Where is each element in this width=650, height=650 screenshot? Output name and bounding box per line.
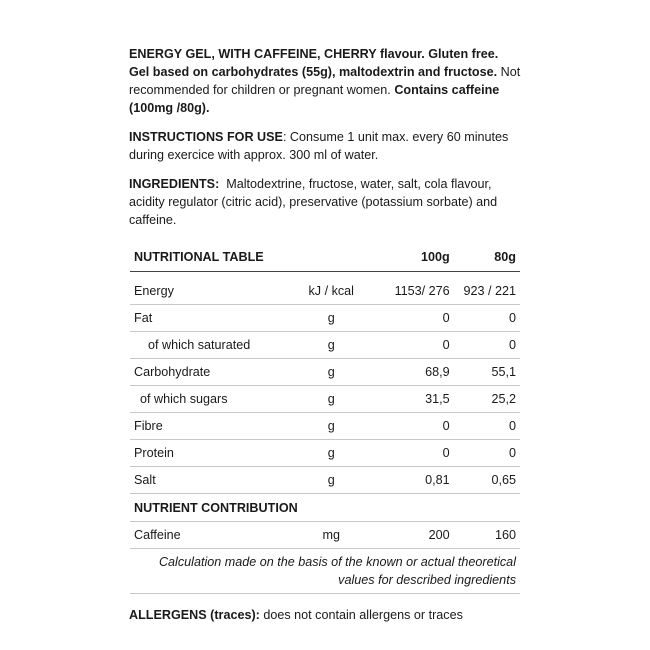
table-row: [130, 278, 520, 305]
nutrient-unit: g: [291, 332, 371, 359]
nutrient-unit: g: [291, 305, 371, 332]
value-100g: 31,5: [371, 386, 453, 413]
product-description: [129, 45, 521, 117]
nutrient-unit: g: [291, 413, 371, 440]
nutrient-unit: kJ / kcal: [291, 278, 371, 305]
nutrient-unit: mg: [291, 522, 371, 549]
table-row: [130, 305, 520, 332]
table-row: [130, 332, 520, 359]
nutrient-unit: g: [291, 359, 371, 386]
nutrient-contribution-header: [130, 494, 520, 522]
table-row: [130, 413, 520, 440]
value-80g: 0: [454, 332, 520, 359]
value-100g: 200: [371, 522, 453, 549]
nutrient-name: Fat: [130, 305, 291, 332]
value-80g: 0: [454, 413, 520, 440]
nutrient-name: Caffeine: [130, 522, 291, 549]
calculation-note: Calculation made on the basis of the known or actual theoretical values for described ingredients: [130, 549, 520, 594]
instructions-label: INSTRUCTIONS FOR USE: [129, 130, 283, 144]
nutrient-name: Salt: [130, 467, 291, 494]
value-80g: 0: [454, 305, 520, 332]
instructions: [129, 128, 521, 164]
column-header-80g: 80g: [454, 243, 520, 272]
nutrient-name: Fibre: [130, 413, 291, 440]
nutrient-unit: g: [291, 467, 371, 494]
value-100g: 0: [371, 440, 453, 467]
value-80g: 923 / 221: [454, 278, 520, 305]
table-row: [130, 467, 520, 494]
instructions-text: : Consume 1 unit max. every 60 minutes during exercice with approx. 300 ml of water.: [129, 130, 509, 162]
nutrient-unit: g: [291, 440, 371, 467]
product-warning: Not recommended for children or pregnant women.: [129, 65, 521, 97]
nutrient-name: of which sugars: [130, 386, 291, 413]
value-80g: 160: [454, 522, 520, 549]
nutrition-table-header: [130, 243, 520, 272]
column-header-100g: 100g: [371, 243, 453, 272]
nutrient-name: Energy: [130, 278, 291, 305]
nutrition-table-title: NUTRITIONAL TABLE: [130, 243, 371, 272]
table-row: [130, 522, 520, 549]
calculation-note-row: [130, 549, 520, 594]
product-info: [129, 45, 521, 635]
value-80g: 25,2: [454, 386, 520, 413]
nutrient-name: Protein: [130, 440, 291, 467]
allergens: [129, 606, 521, 624]
allergens-label: ALLERGENS (traces):: [129, 608, 260, 622]
table-row: [130, 359, 520, 386]
nutrition-table: [130, 243, 520, 594]
allergens-text: does not contain allergens or traces: [259, 608, 463, 622]
value-100g: 68,9: [371, 359, 453, 386]
ingredients-text: Maltodextrine, fructose, water, salt, cola flavour, acidity regulator (citric acid), preservative (potassium sorbate) and caffeine.: [129, 177, 501, 227]
nutrient-contribution-title: NUTRIENT CONTRIBUTION: [130, 494, 520, 522]
ingredients-label: INGREDIENTS:: [129, 177, 220, 191]
value-80g: 0: [454, 440, 520, 467]
value-80g: 55,1: [454, 359, 520, 386]
caffeine-content: Contains caffeine (100mg /80g).: [129, 83, 500, 115]
table-row: [130, 440, 520, 467]
value-100g: 0: [371, 305, 453, 332]
nutrient-name: of which saturated: [130, 332, 291, 359]
value-100g: 0: [371, 332, 453, 359]
ingredients: [129, 175, 521, 229]
nutrient-unit: g: [291, 386, 371, 413]
table-row: [130, 386, 520, 413]
product-description-bold: ENERGY GEL, WITH CAFFEINE, CHERRY flavour. Gluten free. Gel based on carbohydrates (55g), maltodextrin and fructose.: [129, 47, 499, 79]
value-100g: 0: [371, 413, 453, 440]
value-100g: 0,81: [371, 467, 453, 494]
value-100g: 1153/ 276: [371, 278, 453, 305]
nutrient-name: Carbohydrate: [130, 359, 291, 386]
value-80g: 0,65: [454, 467, 520, 494]
